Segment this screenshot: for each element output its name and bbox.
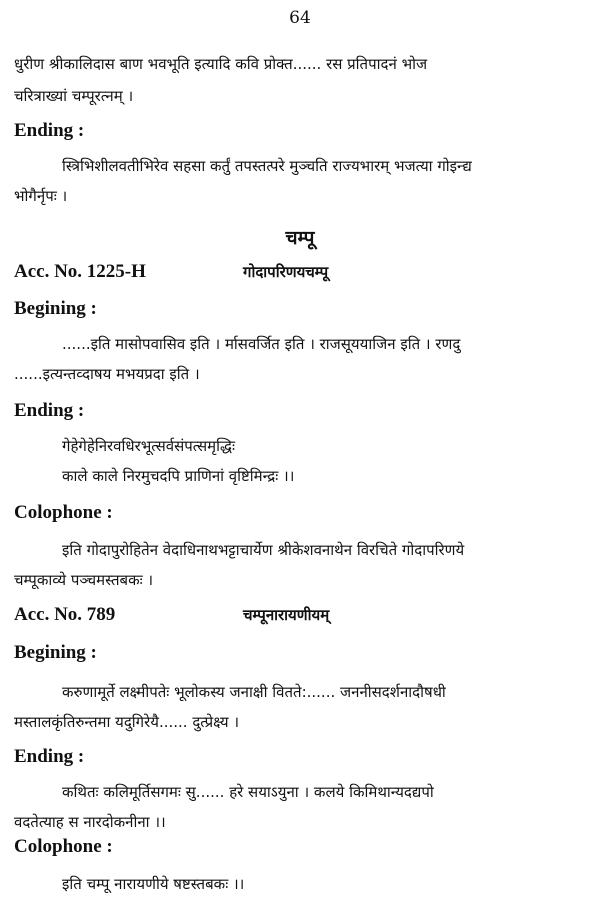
colophone-line-2: चम्पूकाव्ये पञ्चमस्तबकः ।: [14, 571, 154, 589]
colophone-line-1: इति चम्पू नारायणीये षष्टस्तबकः ।।: [62, 875, 245, 893]
begining-line-1: ......इति मासोपवासिव इति । र्मासवर्जित इति । राजसूययाजिन इति । रणदु: [62, 335, 461, 353]
intro-line-1: धुरीण श्रीकालिदास बाण भवभूति इत्यादि कवि प्रोक्त...... रस प्रतिपादनं भोज: [14, 55, 428, 73]
begining-heading: Begining :: [14, 298, 97, 319]
ending-line-1: कथितः कलिमूर्तिसगमः सु...... हरे सयाऽयुना । कलये किमिथान्यदद्यपो: [62, 783, 434, 801]
ending-heading: Ending :: [14, 746, 85, 767]
work-title-godaparinaya: गोदापरिणयचम्पू: [243, 263, 329, 281]
intro-line-2: चरित्राख्यां चम्पूरत्नम् ।: [14, 87, 134, 105]
begining-line-1: करुणामूर्ते लक्ष्मीपतेः भूलोकस्य जनाक्षी वितते:...... जननीसदर्शनादौषधी: [62, 683, 446, 701]
ending-line-2: काले काले निरमुचदपि प्राणिनां वृष्टिमिन्द्रः ।।: [62, 467, 295, 485]
ending-line-2: वदतेत्याह स नारदोकनीना ।।: [14, 813, 166, 831]
page-number: 64: [289, 8, 311, 28]
begining-line-2: ......इत्यन्तव्दाषय मभयप्रदा इति ।: [14, 365, 200, 383]
begining-heading: Begining :: [14, 642, 97, 663]
colophone-heading: Colophone :: [14, 836, 113, 857]
acc-number-1225h: Acc. No. 1225-H: [14, 261, 146, 282]
ending-line-1: गेहेगेहेनिरवधिरभूत्सर्वसंपत्समृद्धिः: [62, 437, 236, 455]
begining-line-2: मस्तालकृंतिरुन्तमा यदुगिरेयै...... दुत्प्रेक्ष्य ।: [14, 713, 240, 731]
ending-line-1: स्त्रिभिशीलवतीभिरेव सहसा कर्तुं तपस्तत्परे मुञ्चति राज्यभारम् भजत्या गोइन्द्य: [62, 157, 472, 175]
section-title: चम्पू: [285, 227, 315, 249]
acc-number-789: Acc. No. 789: [14, 604, 116, 625]
colophone-line-1: इति गोदापुरोहितेन वेदाधिनाथभट्टाचार्येण श्रीकेशवनाथेन विरचिते गोदापरिणये: [62, 541, 465, 559]
work-title-champunarayaniyam: चम्पूनारायणीयम्: [243, 606, 330, 624]
ending-line-2: भोगैर्नृपः ।: [14, 187, 68, 205]
ending-heading: Ending :: [14, 400, 85, 421]
colophone-heading: Colophone :: [14, 502, 113, 523]
ending-heading: Ending :: [14, 120, 85, 141]
